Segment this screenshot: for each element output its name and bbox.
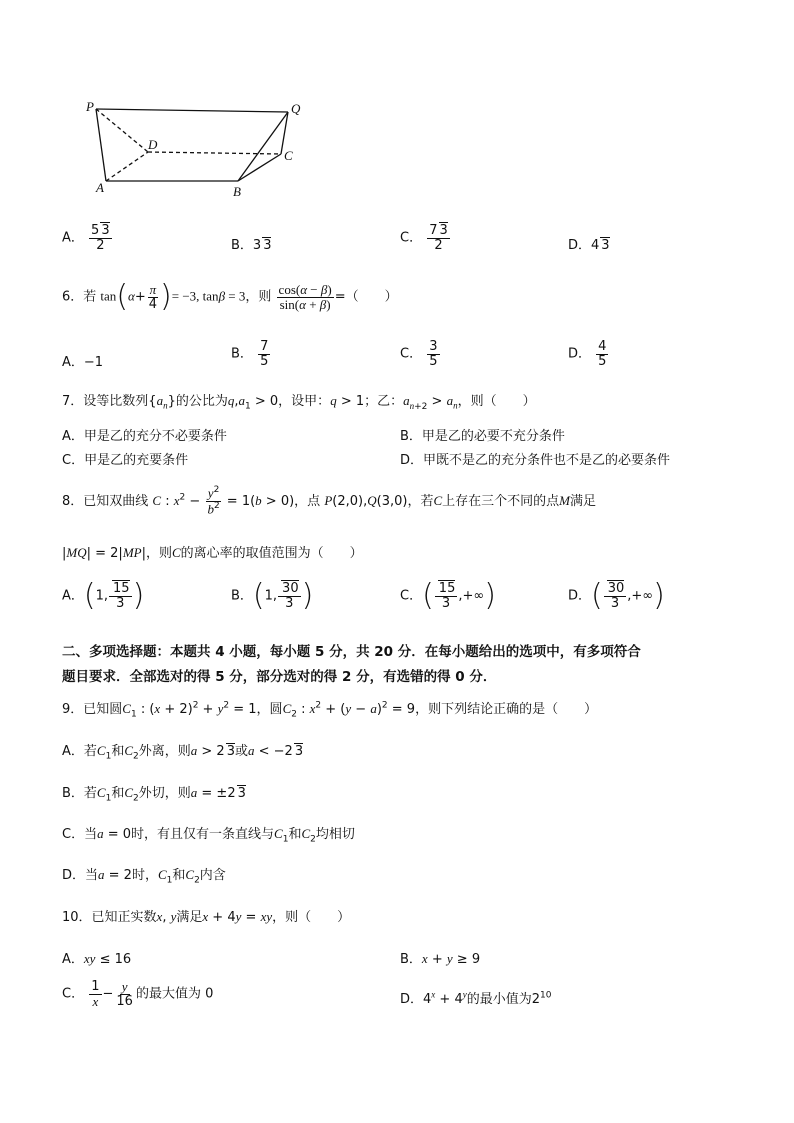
q5-option-d[interactable]: D．4 3 (568, 238, 610, 253)
q7-option-a[interactable]: A．甲是乙的充分不必要条件 (62, 429, 227, 444)
question-8-stem-line1: 8．已知双曲线 C : $x^2$ − $\frac{y^2}{b^2}$ = 1(b > 0)，点 P(2,0),Q(3,0)，若C上存在三个不同的点M满足 (62, 485, 597, 517)
q7-option-b[interactable]: B．甲是乙的必要不充分条件 (400, 429, 565, 444)
q8-option-c[interactable]: C．( $\frac{15}{3}$ ,+∞) (400, 578, 496, 613)
section-2-heading-line1: 二、多项选择题：本题共 4 小题，每小题 5 分，共 20 分．在每小题给出的选项中，有多项符合 (62, 644, 641, 660)
edge-DC (148, 152, 281, 154)
edge-QB (238, 112, 288, 181)
q7-option-c[interactable]: C．甲是乙的充要条件 (62, 453, 189, 468)
question-6-stem: 6．若 tan(α+ $\frac{\pi}{4}$ )= −3, tanβ = 3，则 $\frac{\cos(\alpha - \beta)}{\sin(\alpha + \beta)}$ =（ ） (62, 279, 398, 314)
label-B: B (233, 184, 241, 199)
q5-option-b[interactable]: B．3 3 (231, 238, 272, 253)
q8-option-a[interactable]: A．(1, $\frac{15}{3}$ ) (62, 578, 145, 613)
question-8-stem-line2: |MQ| = 2|MP|，则C的离心率的取值范围为（ ） (62, 545, 363, 561)
q8-option-d[interactable]: D．( $\frac{30}{3}$ ,+∞) (568, 578, 665, 613)
q6-option-a[interactable]: A．−1 (62, 355, 104, 370)
label-D: D (148, 137, 158, 152)
q9-option-b[interactable]: B．若$C_1$和$C_2$外切，则a = ±2 3 (62, 785, 246, 804)
q6-option-b[interactable]: B． $\frac{7}{5}$ (231, 339, 269, 369)
q10-option-b[interactable]: B．x + y ≥ 9 (400, 951, 481, 967)
q9-option-c[interactable]: C．当a = 0时，有且仅有一条直线与$C_1$和$C_2$均相切 (62, 826, 355, 845)
q9-option-d[interactable]: D．当a = 2时，$C_1$和$C_2$内含 (62, 867, 226, 886)
label-P: P (86, 99, 94, 114)
edge-PA (96, 109, 106, 181)
question-9-stem: 9．已知圆$C_1$ : $(x + 2)^2 + y^2 = 1$，圆$C_2$ : $x^2 + (y - a)^2 = 9$，则下列结论正确的是（ ） (62, 700, 598, 720)
edge-AD (106, 152, 148, 181)
q8-option-b[interactable]: B．(1, $\frac{30}{3}$ ) (231, 578, 314, 613)
section-2-heading-line2: 题目要求．全部选对的得 5 分，部分选对的得 2 分，有选错的得 0 分． (62, 669, 497, 685)
q7-option-d[interactable]: D．甲既不是乙的充分条件也不是乙的必要条件 (400, 453, 671, 468)
edge-CB (238, 154, 281, 181)
q5-option-a[interactable]: A． $\frac{5 3}{2}$ (62, 223, 110, 253)
edge-PQ (96, 109, 288, 112)
label-A: A (96, 180, 104, 195)
label-Q: Q (291, 101, 301, 116)
edge-PD (96, 109, 148, 152)
q6-option-d[interactable]: D． $\frac{4}{5}$ (568, 339, 607, 369)
label-C: C (284, 148, 293, 163)
question-7-stem: 7．设等比数列$\{a_n\}$的公比为$q,a_1 > 0$，设甲：q > 1；乙：$a_{n+2} > a_n$，则（ ） (62, 393, 536, 412)
q6-option-c[interactable]: C． $\frac{3}{5}$ (400, 339, 438, 369)
question-10-stem: 10．已知正实数x, y满足x + 4y = xy，则（ ） (62, 909, 351, 925)
q5-option-c[interactable]: C． $\frac{7 3}{2}$ (400, 223, 448, 253)
q9-option-a[interactable]: A．若$C_1$和$C_2$外离，则a > 2 3或a < −2 3 (62, 743, 304, 762)
q10-option-d[interactable]: D．$4^x + 4^y$的最小值为$2^{10}$ (400, 989, 552, 1007)
q10-option-a[interactable]: A．xy ≤ 16 (62, 951, 132, 967)
prism-figure (80, 95, 310, 205)
q10-option-c[interactable]: C． $\frac{1}{x}$ − $\frac{y}{16}$ 的最大值为 0 (62, 979, 214, 1009)
